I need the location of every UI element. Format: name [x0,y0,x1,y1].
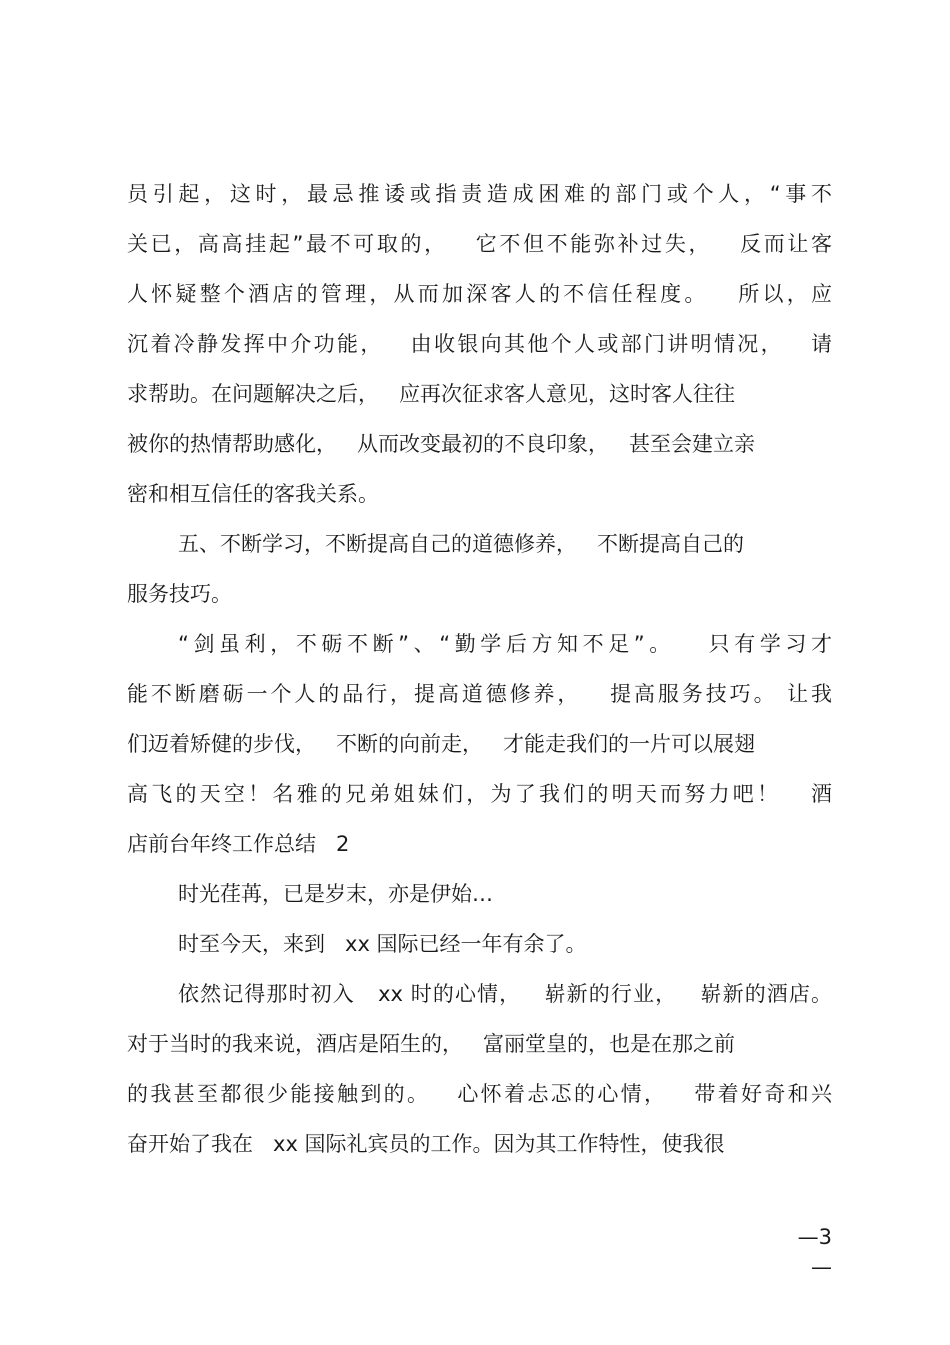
text-line: 人怀疑整个酒店的管理，从而加深客人的不信任程度。 所以，应 [127,282,832,306]
text-line: 高飞的天空！名雅的兄弟姐妹们，为了我们的明天而努力吧！ 酒 [127,782,832,806]
text-line: 关已，高高挂起”最不可取的， 它不但不能弥补过失， 反而让客 [127,232,832,256]
text-line: 依然记得那时初入 xx 时的心情， 崭新的行业， 崭新的酒店。 [178,982,832,1006]
text-line: 被你的热情帮助感化， 从而改变最初的不良印象， 甚至会建立亲 [127,432,756,456]
page-number: —3— [797,1225,832,1279]
text-line: 求帮助。在问题解决之后， 应再次征求客人意见，这时客人往往 [127,382,736,406]
text-line: 能不断磨砺一个人的品行，提高道德修养， 提高服务技巧。 让我 [127,682,832,706]
text-line: 密和相互信任的客我关系。 [127,482,379,506]
section-heading: 五、不断学习，不断提高自己的道德修养， 不断提高自己的 [178,532,745,556]
text-line: 沉着冷静发挥中介功能， 由收银向其他个人或部门讲明情况， 请 [127,332,832,356]
text-line: 时光荏苒，已是岁末，亦是伊始… [178,882,493,906]
text-line: “剑虽利，不砺不断”、“勤学后方知不足”。 只有学习才 [178,632,832,656]
text-line: 服务技巧。 [127,582,232,606]
document-title: 店前台年终工作总结 2 [127,832,350,856]
text-line: 们迈着矫健的步伐， 不断的向前走， 才能走我们的一片可以展翅 [127,732,756,756]
text-line: 时至今天，来到 xx 国际已经一年有余了。 [178,932,587,956]
text-line: 对于当时的我来说，酒店是陌生的， 富丽堂皇的，也是在那之前 [127,1032,736,1056]
text-line: 奋开始了我在 xx 国际礼宾员的工作。因为其工作特性，使我很 [127,1132,725,1156]
text-line: 员引起，这时，最忌推诿或指责造成困难的部门或个人，“事不 [127,182,832,206]
text-line: 的我甚至都很少能接触到的。 心怀着忐忑的心情， 带着好奇和兴 [127,1082,832,1106]
